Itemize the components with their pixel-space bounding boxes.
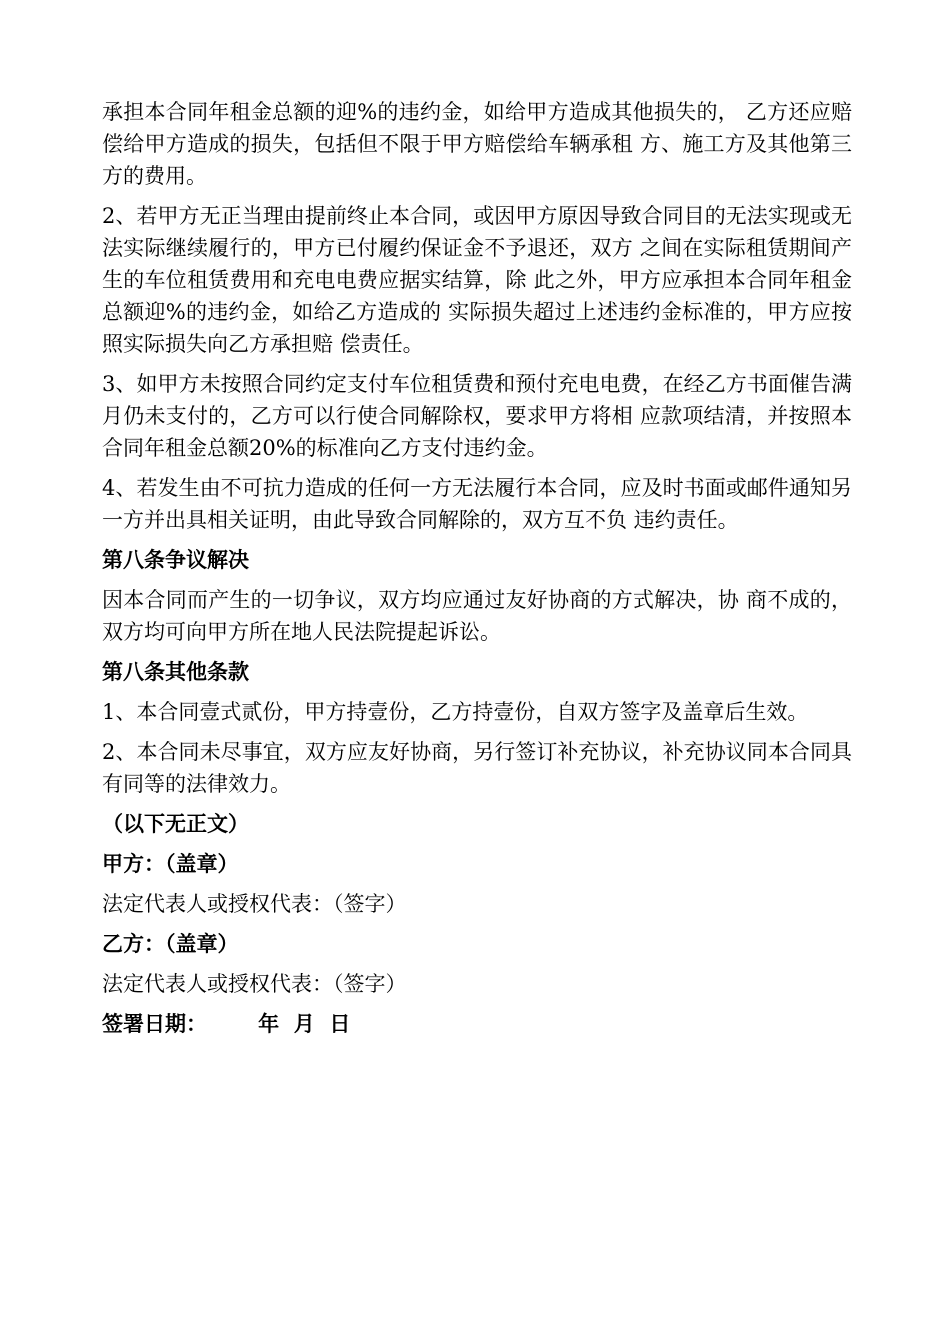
signing-date-line: 签署日期： 年 月 日 bbox=[102, 1012, 351, 1036]
other-terms-clause-1: 1、本合同壹式贰份，甲方持壹份，乙方持壹份，自双方签字及盖章后生效。 bbox=[102, 700, 809, 724]
party-a-representative-line: 法定代表人或授权代表：（签字） bbox=[102, 892, 407, 916]
section-heading-dispute: 第八条争议解决 bbox=[102, 548, 249, 572]
breach-clause-4: 4、若发生由不可抗力造成的任何一方无法履行本合同，应及时书面或邮件通知另一方并出具相关证明，由此导致合同解除的，双方互不负 违约责任。 bbox=[102, 476, 852, 532]
breach-paragraph-continued: 承担本合同年租金总额的迎%的违约金，如给甲方造成其他损失的， 乙方还应赔偿给甲方造成的损失，包括但不限于甲方赔偿给车辆承租 方、施工方及其他第三方的费用。 bbox=[102, 100, 852, 188]
other-terms-clause-2: 2、本合同未尽事宜，双方应友好协商，另行签订补充协议，补充协议同本合同具有同等的法律效力。 bbox=[102, 740, 852, 796]
section-heading-other-terms: 第八条其他条款 bbox=[102, 660, 249, 684]
party-b-seal-label: 乙方：（盖章） bbox=[102, 932, 239, 956]
no-text-below-note: （以下无正文） bbox=[102, 812, 249, 836]
dispute-clause: 因本合同而产生的一切争议，双方均应通过友好协商的方式解决，协 商不成的，双方均可向甲方所在地人民法院提起诉讼。 bbox=[102, 588, 852, 644]
party-a-seal-label: 甲方：（盖章） bbox=[102, 852, 239, 876]
party-b-representative-line: 法定代表人或授权代表：（签字） bbox=[102, 972, 407, 996]
breach-clause-3: 3、如甲方未按照合同约定支付车位租赁费和预付充电电费，在经乙方书面催告满月仍未支付的，乙方可以行使合同解除权，要求甲方将相 应款项结清，并按照本合同年租金总额20%的标准向乙方支付违约金。 bbox=[102, 372, 852, 460]
breach-clause-2: 2、若甲方无正当理由提前终止本合同，或因甲方原因导致合同目的无法实现或无法实际继续履行的，甲方已付履约保证金不予退还，双方 之间在实际租赁期间产生的车位租赁费用和充电电费应据实结算，除 此之外，甲方应承担本合同年租金总额迎%的违约金，如给乙方造成的 实际损失超过上述违约金标准的，甲方应按照实际损失向乙方承担赔 偿责任。 bbox=[102, 204, 852, 356]
contract-page bbox=[102, 96, 852, 1040]
